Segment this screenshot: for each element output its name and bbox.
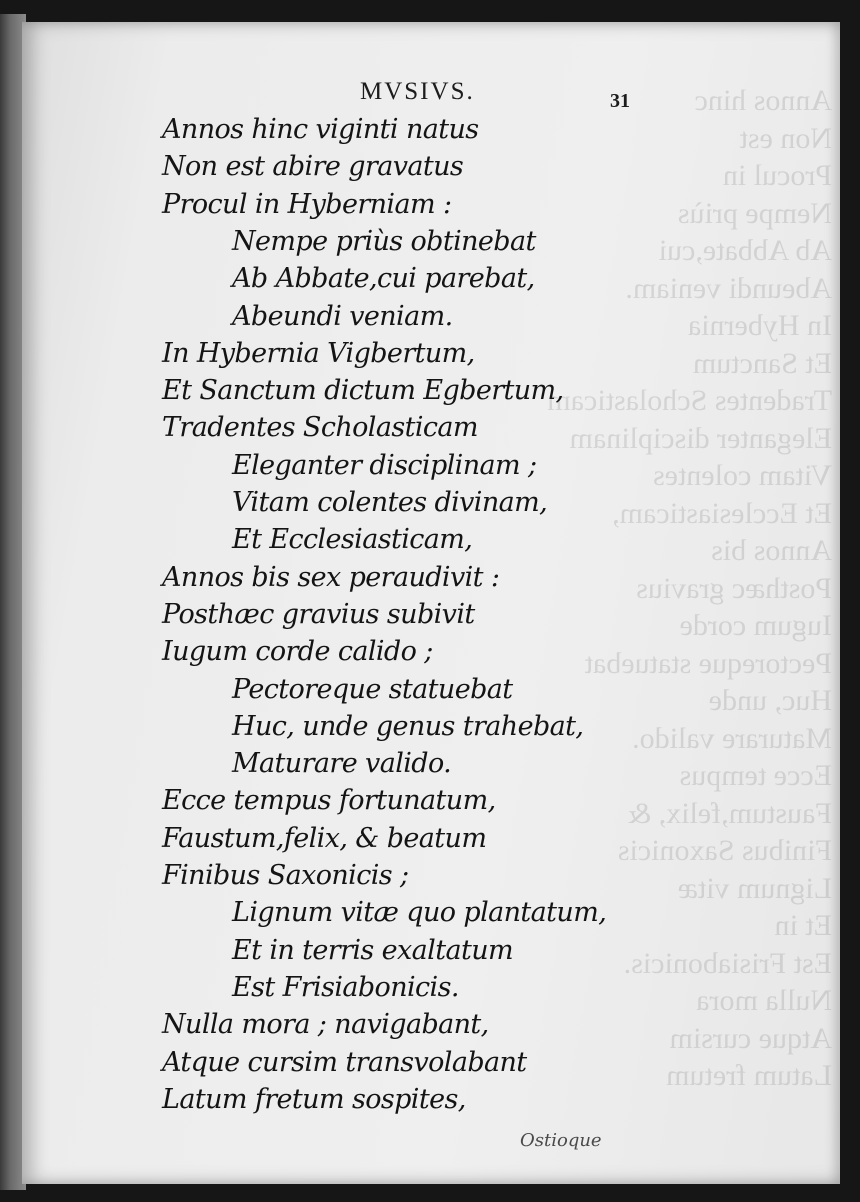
- running-title: MVSIVS.: [360, 78, 475, 105]
- verse-line: Et Ecclesiasticam,: [232, 524, 473, 556]
- verse-line: Non est abire gravatus: [162, 151, 464, 183]
- verse-line: Tradentes Scholasticam: [162, 412, 478, 444]
- verse-line: Abeundi veniam.: [232, 300, 453, 332]
- verse-line: Vitam colentes divinam,: [232, 487, 548, 518]
- verse-line: In Hybernia Vigbertum,: [162, 337, 475, 369]
- verse-line: Et Sanctum dictum Egbertum,: [162, 375, 564, 407]
- verse-line: Procul in Hyberniam :: [162, 188, 452, 220]
- verse-line: Posthæc gravius subivit: [162, 598, 475, 630]
- verse-line: Annos hinc viginti natus: [162, 114, 479, 145]
- page-number: 31: [610, 90, 630, 112]
- verse-line: Finibus Saxonicis ;: [162, 860, 409, 891]
- verse-line: Faustum,felix, & beatum: [162, 822, 487, 854]
- verse-line: Et in terris exaltatum: [232, 934, 513, 966]
- verse-line: Ecce tempus fortunatum,: [162, 785, 496, 817]
- verse-line: Est Frisiabonicis.: [232, 971, 459, 1003]
- catchword: Ostioque: [520, 1130, 602, 1151]
- show-through-text: Annos hinc Non est Procul in Nempe priùs Ab Abbate,cui Abeundi veniam. In Hybernia Et Sanctum Tradentes Scholasticam Eleganter disciplinam Vitam colentes Et Ecclesiasticam, Annos bis Posthæc gravius Iugum corde Pectoreque statuebat Huc, unde Maturare valido. Ecce tempus Faustum,felix, & Finibus Saxonicis Lignum vitæ Et in Est Frisiabonicis. Nulla mora Atque cursim Latum fretum: [547, 84, 832, 1092]
- verse-line: Atque cursim transvolabant: [162, 1046, 527, 1078]
- book-page: [22, 22, 840, 1184]
- verse-line: Huc, unde genus trahebat,: [232, 710, 584, 742]
- verse-line: Maturare valido.: [232, 748, 452, 780]
- verse-line: Nulla mora ; navigabant,: [162, 1009, 489, 1041]
- verse-line: Eleganter disciplinam ;: [232, 449, 537, 481]
- verse-line: Annos bis sex peraudivit :: [162, 561, 500, 593]
- verse-line: Pectoreque statuebat: [232, 673, 513, 705]
- verse-line: Nempe priùs obtinebat: [232, 225, 536, 257]
- verse-line: Latum fretum sospites,: [162, 1083, 466, 1115]
- verse-line: Lignum vitæ quo plantatum,: [232, 897, 607, 929]
- verse-line: Ab Abbate,cui parebat,: [232, 263, 535, 295]
- verse-line: Iugum corde calido ;: [162, 636, 433, 668]
